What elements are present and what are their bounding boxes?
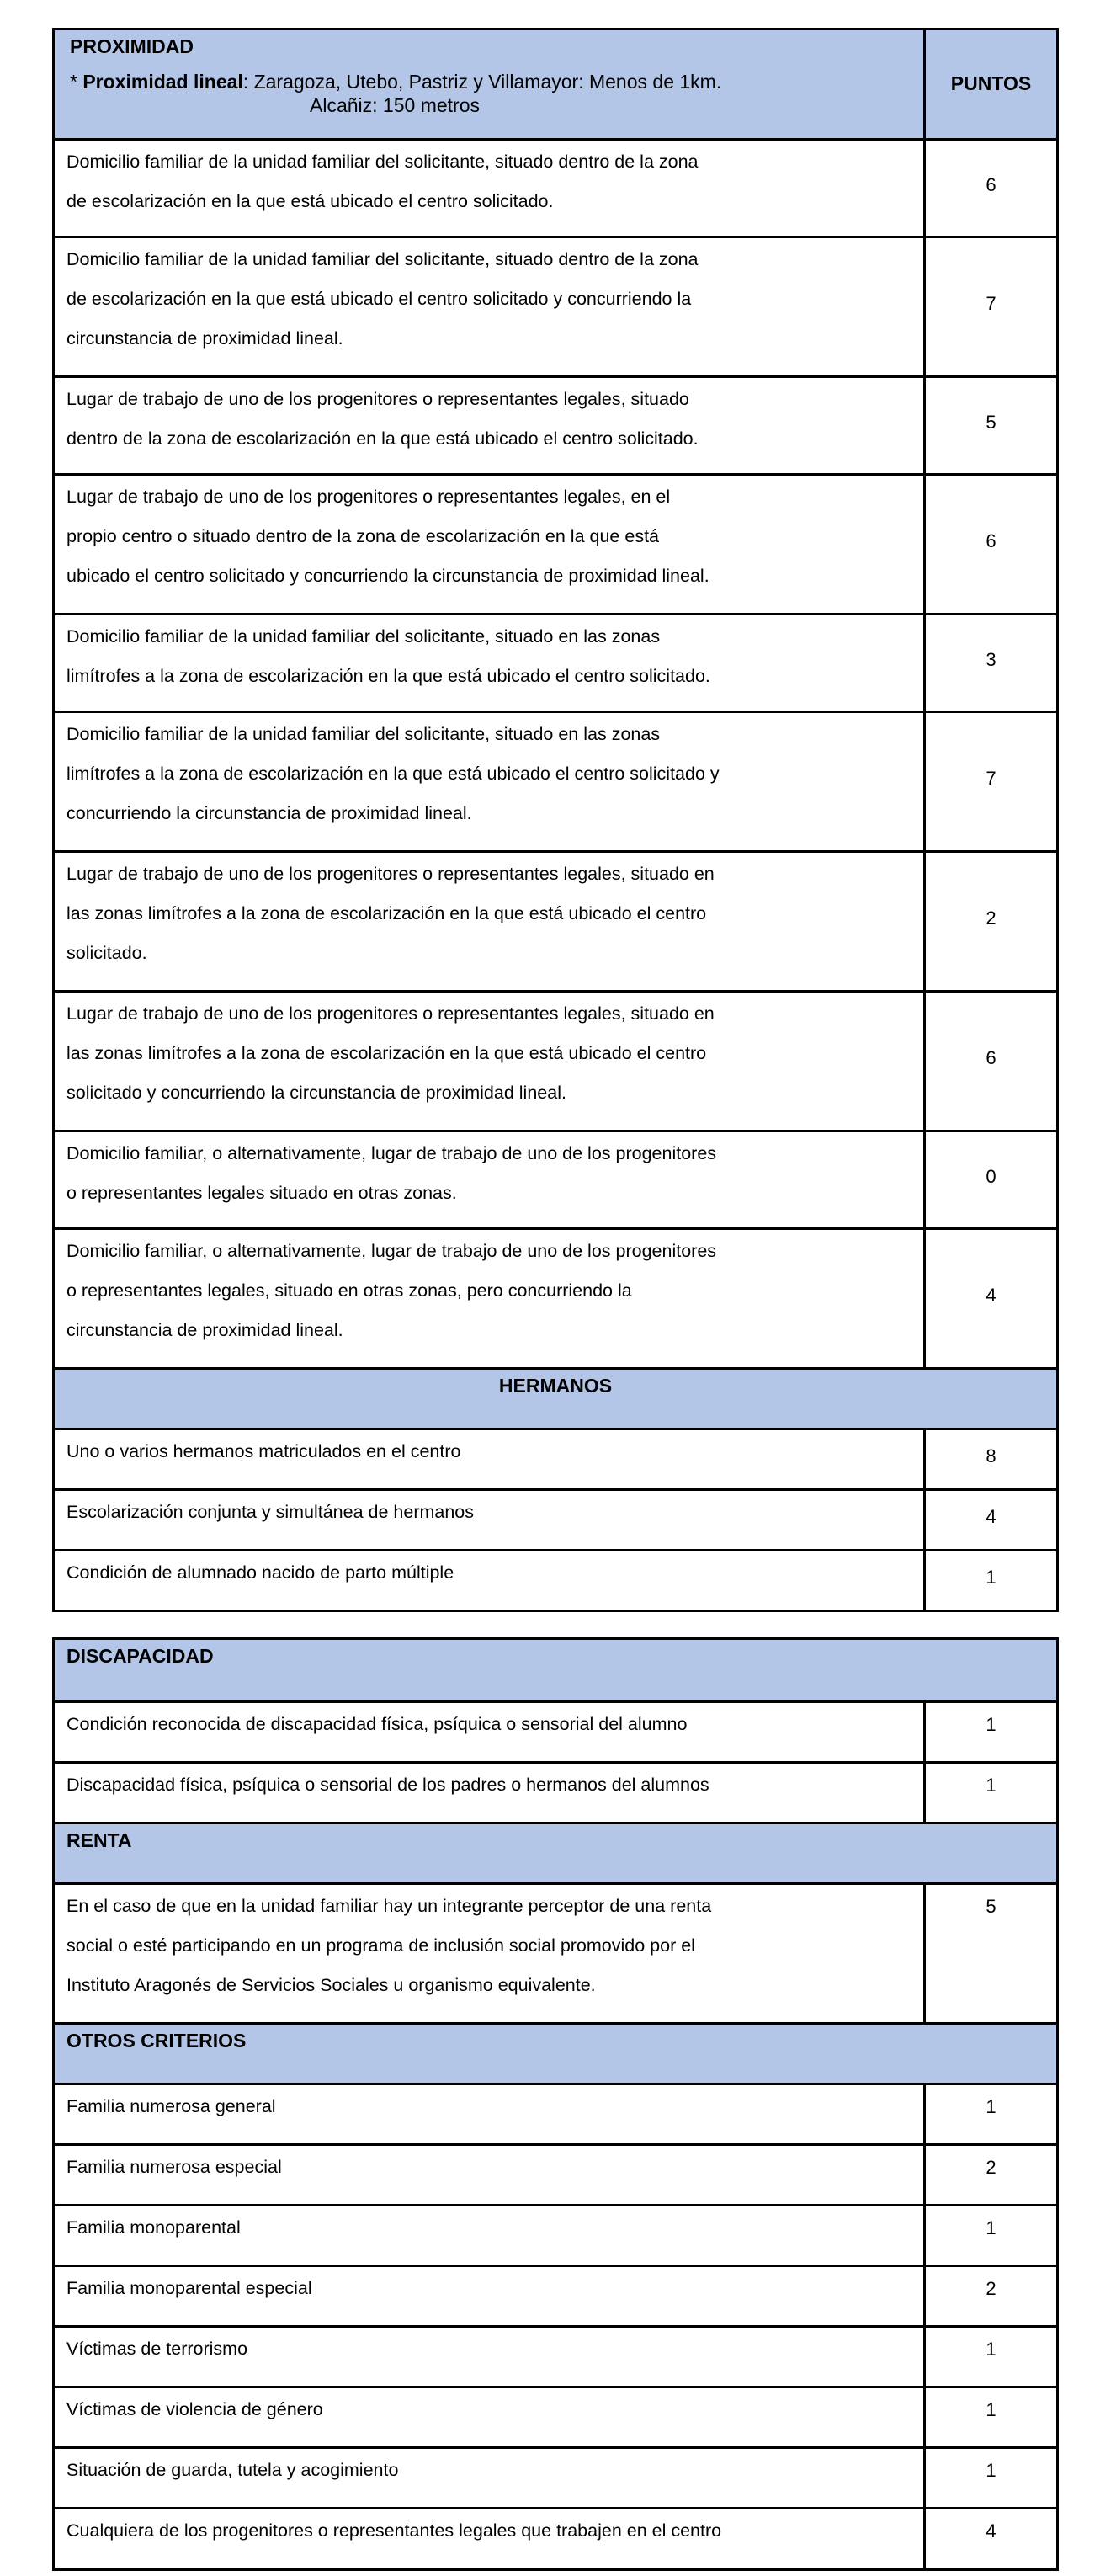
- section-title-hermanos: HERMANOS: [498, 1375, 613, 1397]
- criteria-row: [55, 1428, 1056, 1488]
- criteria-row: [55, 1882, 1056, 2022]
- description-line: o representantes legales, situado en otras zonas, pero concurriendo la: [66, 1280, 632, 1301]
- criteria-description: [55, 476, 926, 613]
- description-line: Familia monoparental especial: [66, 2278, 312, 2298]
- criteria-points: 4: [986, 1285, 996, 1306]
- description-line: Lugar de trabajo de uno de los progenitores o representantes legales, situado en: [66, 1003, 715, 1024]
- criteria-description: [55, 238, 926, 375]
- criteria-row: [55, 613, 1056, 711]
- criteria-description: [55, 993, 926, 1130]
- description-line: de escolarización en la que está ubicado el centro solicitado.: [66, 191, 554, 211]
- section-title-otros-criterios: OTROS CRITERIOS: [66, 2030, 247, 2052]
- criteria-description: [55, 2509, 926, 2568]
- description-line: ubicado el centro solicitado y concurriendo la circunstancia de proximidad lineal.: [66, 566, 709, 586]
- criteria-points: 2: [986, 2278, 996, 2299]
- criteria-row: [55, 2325, 1056, 2386]
- description-line: Domicilio familiar de la unidad familiar del solicitante, situado en las zonas: [66, 626, 661, 647]
- criteria-points: 2: [986, 907, 996, 929]
- criteria-row: [55, 2507, 1056, 2568]
- description-line: circunstancia de proximidad lineal.: [66, 1320, 343, 1340]
- criteria-row: [55, 2083, 1056, 2143]
- description-line: circunstancia de proximidad lineal.: [66, 328, 343, 349]
- criteria-points: 3: [986, 649, 996, 670]
- section-title-renta: RENTA: [66, 1829, 132, 1851]
- note-asterisk: *: [70, 71, 83, 93]
- description-line: Situación de guarda, tutela y acogimiento: [66, 2460, 399, 2480]
- criteria-points: 4: [986, 1506, 996, 1527]
- criteria-description: [55, 853, 926, 990]
- description-line: Lugar de trabajo de uno de los progenitores o representantes legales, situado: [66, 389, 689, 409]
- description-line: Domicilio familiar de la unidad familiar del solicitante, situado dentro de la zona: [66, 152, 699, 172]
- description-line: Domicilio familiar de la unidad familiar del solicitante, situado dentro de la zona: [66, 249, 699, 269]
- criteria-points: 1: [986, 2339, 996, 2360]
- criteria-row: [55, 711, 1056, 850]
- description-line: En el caso de que en la unidad familiar hay un integrante perceptor de una renta: [66, 1896, 712, 1916]
- criteria-points: 1: [986, 1567, 996, 1588]
- description-line: las zonas limítrofes a la zona de escolarización en la que está ubicado el centro: [66, 1043, 707, 1063]
- section-header-otros-criterios: [55, 2022, 1056, 2083]
- section-header-renta: [55, 1822, 1056, 1882]
- description-line: dentro de la zona de escolarización en la que está ubicado el centro solicitado.: [66, 428, 699, 449]
- criteria-description: [55, 378, 926, 473]
- criteria-description: [55, 2206, 926, 2265]
- criteria-description: [55, 2085, 926, 2143]
- description-line: Víctimas de terrorismo: [66, 2339, 248, 2359]
- criteria-row: [55, 2143, 1056, 2204]
- description-line: Familia numerosa especial: [66, 2157, 282, 2177]
- description-line: Condición de alumnado nacido de parto múltiple: [66, 1562, 454, 1583]
- description-line: Cualquiera de los progenitores o representantes legales que trabajen en el centro: [66, 2520, 722, 2541]
- description-line: Instituto Aragonés de Servicios Sociales u organismo equivalente.: [66, 1975, 596, 1995]
- proximity-header-row: [55, 30, 1056, 138]
- criteria-points: 6: [986, 530, 996, 551]
- criteria-description: [55, 615, 926, 711]
- description-line: Víctimas de violencia de género: [66, 2399, 323, 2419]
- criteria-points: 5: [986, 412, 996, 433]
- criteria-row: [55, 1700, 1056, 1761]
- criteria-points: 1: [986, 2460, 996, 2481]
- note-line-2: Alcañiz: 150 metros: [310, 94, 480, 116]
- criteria-row: [55, 1130, 1056, 1227]
- section-header-discapacidad: [55, 1640, 1056, 1700]
- description-line: o representantes legales situado en otras zonas.: [66, 1183, 457, 1203]
- criteria-points: 6: [986, 174, 996, 195]
- criteria-row: [55, 1549, 1056, 1610]
- description-line: las zonas limítrofes a la zona de escolarización en la que está ubicado el centro: [66, 903, 707, 923]
- description-line: concurriendo la circunstancia de proximidad lineal.: [66, 803, 472, 823]
- criteria-description: [55, 2328, 926, 2386]
- section-header-hermanos: [55, 1367, 1056, 1428]
- description-line: Discapacidad física, psíquica o sensorial de los padres o hermanos del alumnos: [66, 1775, 709, 1795]
- criteria-row: [55, 375, 1056, 473]
- criteria-description: [55, 2388, 926, 2446]
- description-line: Domicilio familiar de la unidad familiar del solicitante, situado en las zonas: [66, 724, 661, 744]
- criteria-points: 7: [986, 768, 996, 789]
- criteria-row: [55, 990, 1056, 1130]
- description-line: Uno o varios hermanos matriculados en el centro: [66, 1441, 461, 1461]
- note-label: Proximidad lineal: [82, 71, 243, 93]
- criteria-description: [55, 713, 926, 850]
- scoring-table-proximity-siblings: [52, 28, 1059, 1612]
- criteria-description: [55, 2146, 926, 2204]
- criteria-points: 8: [986, 1445, 996, 1466]
- criteria-description: [55, 1491, 926, 1549]
- note-line-1: : Zaragoza, Utebo, Pastriz y Villamayor: Menos de 1km.: [242, 71, 722, 93]
- proximity-note: [70, 70, 913, 117]
- description-line: de escolarización en la que está ubicado el centro solicitado y concurriendo la: [66, 289, 692, 309]
- criteria-description: [55, 1230, 926, 1367]
- criteria-row: [55, 2265, 1056, 2325]
- criteria-description: [55, 1430, 926, 1488]
- description-line: Domicilio familiar, o alternativamente, lugar de trabajo de uno de los progenitores: [66, 1241, 717, 1261]
- criteria-row: [55, 473, 1056, 613]
- criteria-description: [55, 1885, 926, 2022]
- criteria-points: 1: [986, 2096, 996, 2117]
- criteria-points: 2: [986, 2157, 996, 2178]
- criteria-points: 7: [986, 293, 996, 314]
- criteria-points: 1: [986, 2217, 996, 2238]
- criteria-row: [55, 138, 1056, 236]
- criteria-points: 1: [986, 1775, 996, 1796]
- description-line: social o esté participando en un programa de inclusión social promovido por el: [66, 1935, 695, 1956]
- criteria-description: [55, 1132, 926, 1227]
- section-title-proximidad: PROXIMIDAD: [70, 35, 194, 57]
- criteria-description: [55, 1551, 926, 1610]
- description-line: Lugar de trabajo de uno de los progenitores o representantes legales, en el: [66, 487, 671, 507]
- criteria-description: [55, 1764, 926, 1822]
- criteria-description: [55, 2449, 926, 2507]
- description-line: Domicilio familiar, o alternativamente, lugar de trabajo de uno de los progenitores: [66, 1143, 717, 1163]
- description-line: Familia monoparental: [66, 2217, 241, 2238]
- description-line: Condición reconocida de discapacidad física, psíquica o sensorial del alumno: [66, 1714, 688, 1734]
- description-line: limítrofes a la zona de escolarización en la que está ubicado el centro solicitado y: [66, 764, 720, 784]
- criteria-row: [55, 2204, 1056, 2265]
- criteria-points: 5: [986, 1896, 996, 1917]
- description-line: solicitado y concurriendo la circunstancia de proximidad lineal.: [66, 1083, 566, 1103]
- description-line: solicitado.: [66, 943, 147, 963]
- criteria-description: [55, 2267, 926, 2325]
- criteria-points: 1: [986, 2399, 996, 2420]
- points-column-header: PUNTOS: [950, 72, 1032, 94]
- description-line: Lugar de trabajo de uno de los progenitores o representantes legales, situado en: [66, 864, 715, 884]
- criteria-description: [55, 141, 926, 236]
- description-line: limítrofes a la zona de escolarización en la que está ubicado el centro solicitado.: [66, 666, 710, 686]
- criteria-description: [55, 1703, 926, 1761]
- description-line: propio centro o situado dentro de la zona de escolarización en la que está: [66, 526, 659, 546]
- criteria-row: [55, 2446, 1056, 2507]
- criteria-row: [55, 236, 1056, 375]
- section-title-discapacidad: DISCAPACIDAD: [66, 1645, 214, 1667]
- criteria-points: 0: [986, 1166, 996, 1187]
- scoring-table-other-criteria: [52, 1637, 1059, 2571]
- criteria-row: [55, 850, 1056, 990]
- description-line: Familia numerosa general: [66, 2096, 276, 2116]
- criteria-row: [55, 2386, 1056, 2446]
- criteria-points: 1: [986, 1714, 996, 1735]
- description-line: Escolarización conjunta y simultánea de hermanos: [66, 1502, 475, 1522]
- criteria-row: [55, 1761, 1056, 1822]
- criteria-row: [55, 1227, 1056, 1367]
- proximity-header-cell: [55, 30, 926, 138]
- criteria-row: [55, 1488, 1056, 1549]
- criteria-points: 4: [986, 2520, 996, 2541]
- criteria-points: 6: [986, 1047, 996, 1068]
